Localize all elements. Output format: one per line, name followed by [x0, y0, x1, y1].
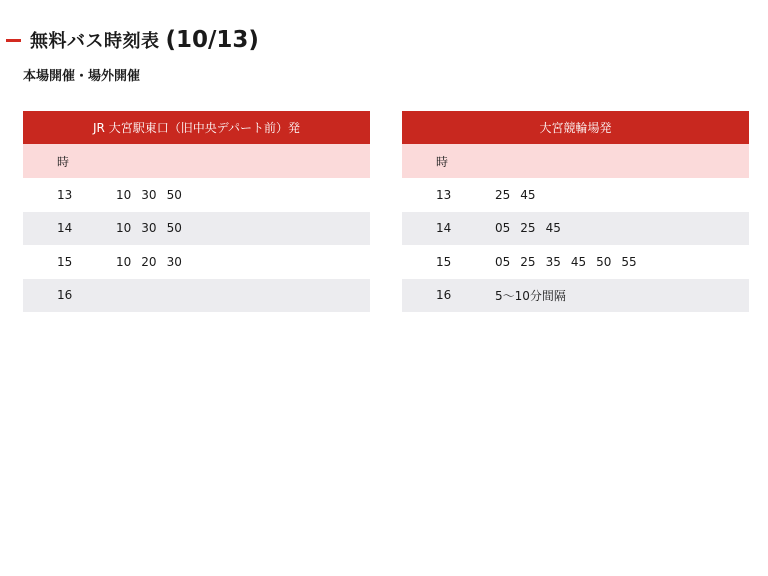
minute-value: 05	[495, 254, 511, 269]
page-date: (10/13)	[165, 27, 259, 53]
minute-value: 30	[141, 221, 157, 236]
minutes-cell	[495, 255, 647, 269]
minutes-cell	[495, 188, 546, 202]
interval-note: 5〜10分間隔	[495, 288, 566, 303]
timetable-subheader	[402, 144, 749, 178]
minute-value: 45	[570, 254, 587, 269]
page-subtitle: 本場開催・場外開催	[23, 69, 141, 84]
hour-cell: 16	[436, 288, 452, 303]
minute-value: 10	[116, 254, 132, 269]
hour-cell: 15	[57, 254, 73, 269]
minutes-cell	[495, 221, 571, 235]
minute-value: 30	[141, 187, 157, 202]
hour-column-label: 時	[436, 154, 449, 169]
hour-cell: 13	[57, 187, 73, 202]
table-row	[402, 279, 749, 313]
page-title: 無料バス時刻表	[30, 31, 160, 52]
table-row	[402, 212, 749, 246]
minute-value: 50	[166, 221, 182, 236]
hour-cell: 14	[57, 221, 73, 236]
timetable-omiya-keirin	[402, 111, 749, 312]
minute-value: 45	[520, 187, 536, 202]
minute-value: 25	[520, 221, 536, 236]
minute-value: 50	[596, 254, 612, 269]
minute-value: 50	[166, 187, 182, 202]
hour-cell: 14	[436, 221, 452, 236]
minute-value: 30	[166, 254, 182, 269]
minute-value: 25	[520, 254, 536, 269]
hour-cell: 16	[57, 288, 73, 303]
timetable-header: JR 大宮駅東口（旧中央デパート前）発	[23, 111, 370, 144]
table-row	[23, 279, 370, 313]
minute-value: 20	[141, 254, 157, 269]
minutes-cell	[495, 287, 576, 304]
page-header	[6, 22, 259, 58]
minute-value: 10	[116, 221, 132, 236]
timetable-subheader	[23, 144, 370, 178]
table-row	[402, 245, 749, 279]
minutes-cell	[116, 255, 192, 269]
table-row	[402, 178, 749, 212]
minutes-cell	[116, 188, 192, 202]
minute-value: 25	[495, 187, 511, 202]
table-row	[23, 212, 370, 246]
table-row	[23, 178, 370, 212]
minutes-cell	[116, 221, 192, 235]
minute-value: 10	[116, 187, 132, 202]
timetable-jr-omiya	[23, 111, 370, 312]
hour-cell: 15	[436, 254, 452, 269]
table-row	[23, 245, 370, 279]
minute-value: 55	[621, 254, 637, 269]
hour-cell: 13	[436, 187, 452, 202]
timetable-header: 大宮競輪場発	[402, 111, 749, 144]
minute-value: 35	[545, 254, 561, 269]
title-marker	[6, 39, 21, 42]
minute-value: 05	[495, 221, 511, 236]
hour-column-label: 時	[57, 154, 70, 169]
minute-value: 45	[545, 221, 561, 236]
